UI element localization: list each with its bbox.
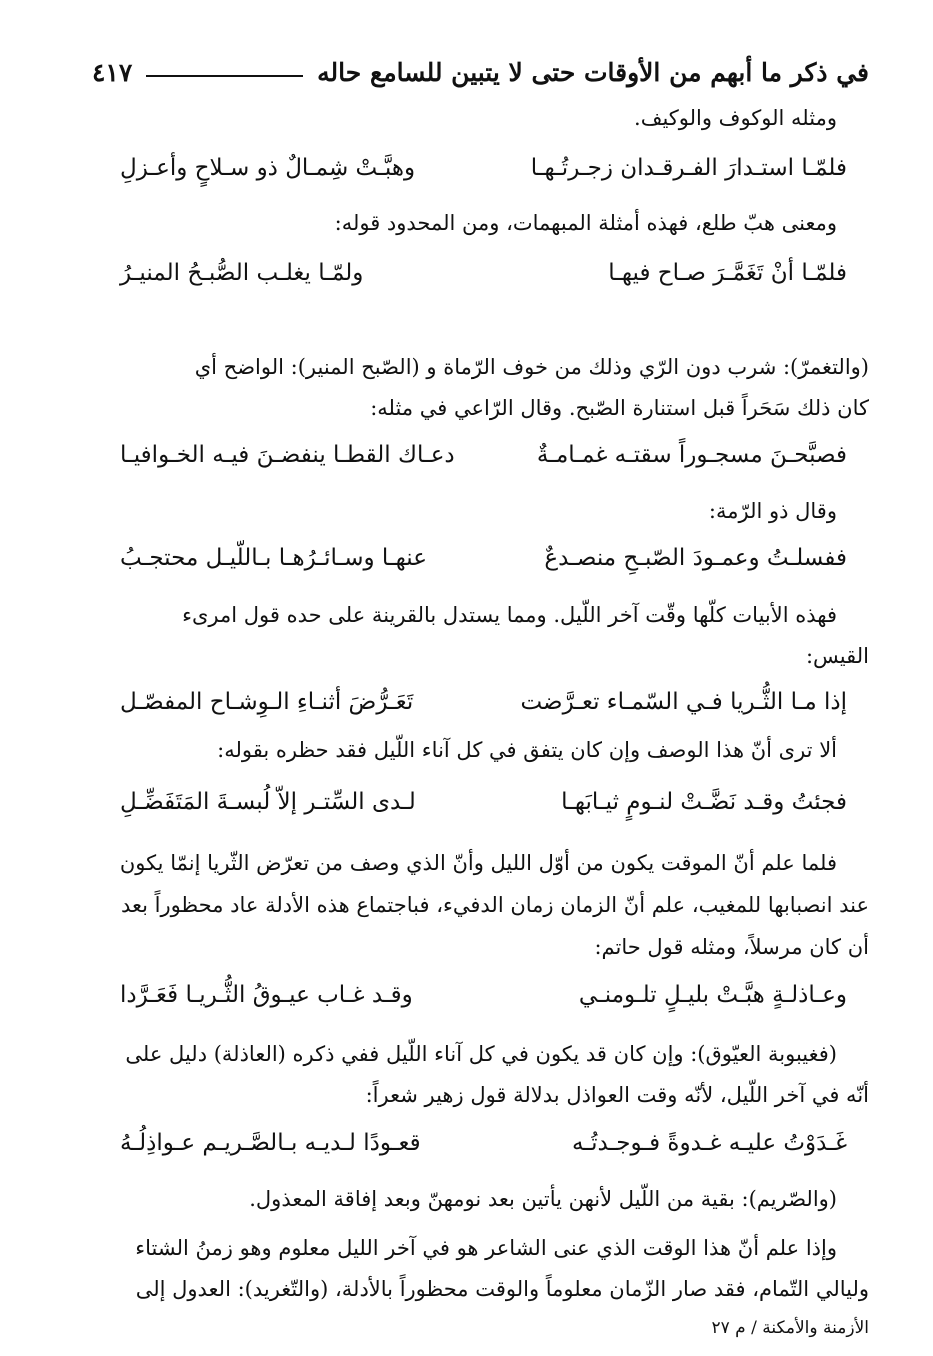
verse-line [120,787,847,817]
prose-line: فلما علم أنّ الموقت يكون من أوّل الليل وأنّ الذي وصف من تعرّض الثّريا إنمّا يكون [119,851,837,875]
verse-line [120,687,847,717]
running-header [92,52,869,92]
verse-hemistich-left: عنهـا وسـائـرُهـا بـاللّيـل محتجـبُ [120,545,427,571]
header-rule [146,75,303,77]
verse-hemistich-right: فصبَّحـنَ مسجـوراً سقتـه غمـامـةٌ [536,442,847,468]
verse-hemistich-left: قعـودًا لـديـه بـالصَّـريـم عـواذِلُـهُ [120,1130,421,1156]
verse-line [120,258,847,288]
verse-line [120,440,847,470]
verse-hemistich-right: وعـاذلـةٍ هبَّـتْ بليـلٍ تلـومنـي [578,982,847,1008]
prose-line: فهذه الأبيات كلّها وقّت آخر اللّيل. ومما يستدل بالقرينة على حده قول امرىء [182,603,837,627]
verse-hemistich-right: فلمّـا استـدارَ الفـرقـدان زجـرتُـهـا [530,155,847,181]
prose-line: (فغيبوبة العيّوق): وإن كان قد يكون في كل آناء اللّيل ففي ذكره (العاذلة) دليل على [125,1042,837,1066]
prose-line: كان ذلك سَحَراً قبل استنارة الصّبح. وقال الرّاعي في مثله: [370,396,869,420]
verse-hemistich-left: وقـد غـاب عيـوقُ الثُّـريـا فَعَـرَّدا [120,982,413,1008]
verse-hemistich-right: فلمّـا أنْ تَغَمَّـرَ صـاح فيهـا [608,260,847,286]
prose-line: أن كان مرسلاً، ومثله قول حاتم: [594,935,869,959]
page-number: ٤١٧ [92,57,133,87]
signature-footer: الأزمنة والأمكنة / م ٢٧ [711,1318,869,1338]
verse-hemistich-left: ولمّـا يغلـب الصُّبـحُ المنيـرُ [120,260,364,286]
verse-hemistich-left: دعـاك القطـا ينفضـنَ فيـه الخـوافيـا [120,442,455,468]
prose-line: ومثله الوكوف والوكيف. [634,106,837,130]
prose-line: ألا ترى أنّ هذا الوصف وإن كان يتفق في كل آناء اللّيل فقد حظره بقوله: [217,738,837,762]
prose-line: ومعنى هبّ طلع، فهذه أمثلة المبهمات، ومن المحدود قوله: [334,211,837,235]
prose-line: القيس: [805,644,869,668]
prose-line: وإذا علم أنّ هذا الوقت الذي عنى الشاعر هو في آخر الليل معلوم وهو زمنُ الشتاء [135,1236,837,1260]
header-title: في ذكر ما أبهم من الأوقات حتى لا يتبين للسامع حاله [317,57,869,87]
prose-line: عند انصبابها للمغيب، علم أنّ الزمان زمان الدفيء، فباجتماع هذه الأدلة عاد محظوراً بعد [120,893,869,917]
verse-line [120,980,847,1010]
prose-line: (والصّريم): بقية من اللّيل لأنهن يأتين بعد نومهنّ وبعد إفاقة المعذول. [249,1187,837,1211]
verse-hemistich-left: وهبَّـتْ شِمـالٌ ذو سـلاحٍ وأعـزلِ [120,155,416,181]
verse-line [120,153,847,183]
verse-hemistich-right: غَـدَوْتُ عليـه غـدوةً فـوجـدتُـه [572,1130,847,1156]
verse-hemistich-left: تَعَـرُّضَ أثنـاءِ الـوِشـاح المفصّـل [120,689,414,715]
prose-line: أنّه في آخر اللّيل، لأنّه وقت العواذل بدلالة قول زهير شعراً: [365,1083,869,1107]
verse-line [120,1128,847,1158]
prose-line: وليالي التّمام، فقد صار الزّمان معلوماً والوقت محظوراً بالأدلة، (والتّغريد): العدول إلى [135,1277,869,1301]
prose-line: (والتغمرّ): شرب دون الرّي وذلك من خوف الرّماة و (الصّبح المنير): الواضح أي [194,355,869,379]
verse-hemistich-right: فجئتُ وقـد نَضَّـتْ لنـومٍ ثيـابَهـا [561,789,847,815]
verse-hemistich-right: إذا مـا الثُّـريا فـي السّمـاء تعـرَّضت [520,689,847,715]
verse-line [120,543,847,573]
verse-hemistich-right: ففسلـتُ وعمـودَ الصّبـحِ منصـدعٌ [544,545,847,571]
prose-line: وقال ذو الرّمة: [708,499,837,523]
verse-hemistich-left: لـدى السِّتـر إلاّ لُبسـةَ المَتَفَضِّـلِ [120,789,416,815]
